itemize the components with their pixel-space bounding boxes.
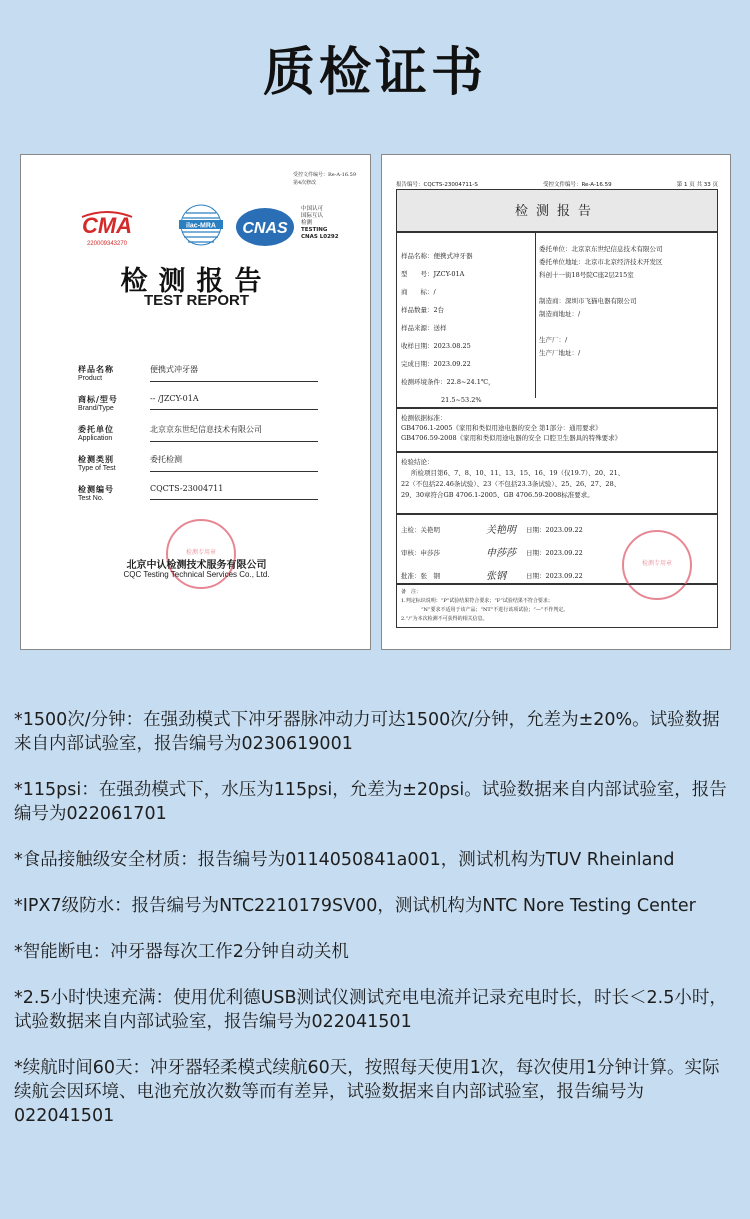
- cover-field-brand: 商标/型号 Brand/Type -- /JZCY-01A: [78, 394, 318, 412]
- svg-text:CMA: CMA: [81, 213, 133, 238]
- svg-text:ilac-MRA: ilac-MRA: [186, 222, 216, 230]
- cnas-logo-icon: [235, 207, 295, 247]
- cma-logo-icon: [78, 209, 136, 249]
- signature: 申莎莎: [486, 548, 516, 559]
- report-notes: 备 注： 1.判定标识说明：“P”试验结果符合要求；“F”试验结果不符合要求； “N”要求不适用于该产品；“NT”不进行该项试验；“—”不作判定。 2.“/”为本次检测不可获得的相关信息。: [396, 584, 718, 628]
- report-stamp: 检测专用章: [622, 530, 692, 600]
- cover-org-cn: 北京中认检测技术服务有限公司: [126, 560, 267, 571]
- cover-field-test-type: 检测类别 Type of Test 委托检测: [78, 454, 318, 472]
- report-cover-image: [20, 154, 371, 650]
- cover-field-application: 委托单位 Application 北京京东世纪信息技术有限公司: [78, 424, 318, 442]
- ilac-mra-logo-icon: [174, 203, 228, 253]
- report-header: 报告编号：CQCTS-23004711-S 受控文件编号：Re-A-16.59 第 1 页 共 33 页: [396, 182, 718, 188]
- svg-text:CNAS: CNAS: [242, 220, 288, 237]
- sign-row: 主检：关艳明 关艳明 日期：2023.09.22: [401, 519, 713, 542]
- cover-field-product: 样品名称 Product 便携式冲牙器: [78, 364, 318, 382]
- sample-info-left: 样品名称：便携式冲牙器 型 号：JZCY-01A 商 标：/ 样品数量：2台 样品来源：送样 收样日期：2023.08.25 完成日期：2023.09.22 检测环境条件：22.8~24.1℃， 21.5~53.2%: [401, 252, 495, 404]
- spec-note: *2.5小时快速充满：使用优利德USB测试仪测试充电电流并记录充电时长，时长＜2.5小时，试验数据来自内部试验室，报告编号为022041501: [14, 988, 727, 1032]
- spec-note: *智能断电：冲牙器每次工作2分钟自动关机: [14, 942, 349, 962]
- cnas-accreditation-text: 中国认可 国际互认 检测 TESTING CNAS L0292: [301, 206, 339, 240]
- cma-code: 220009343270: [86, 241, 128, 247]
- sign-row: 批准：张 钢 张钢 日期：2023.09.22: [401, 565, 713, 588]
- cover-title-en: TEST REPORT: [143, 292, 249, 309]
- sign-row: 审核：申莎莎 申莎莎 日期：2023.09.22: [401, 542, 713, 565]
- page-title: 质检证书: [262, 43, 487, 103]
- cover-stamp: 检测专用章: [166, 519, 236, 589]
- client-info-right: 委托单位：北京京东世纪信息技术有限公司 委托单位地址：北京市北京经济技术开发区 科创十一街18号院C座2层215室 制造商：深圳市飞猫电器有限公司 制造商地址：/ 生产厂：/ 生产厂地址：/: [535, 233, 717, 398]
- spec-note: *1500次/分钟：在强劲模式下冲牙器脉冲动力可达1500次/分钟，允差为±20%。试验数据来自内部试验室，报告编号为0230619001: [14, 710, 720, 754]
- signature: 张钢: [486, 571, 506, 582]
- report-title: 检测报告: [396, 189, 718, 232]
- spec-note: *115psi：在强劲模式下，水压为115psi，允差为±20psi。试验数据来自内部试验室，报告编号为022061701: [14, 780, 727, 824]
- report-conclusion: 检验结论： 所检项目第6、7、8、10、11、13、15、16、19（仅19.7）、20、21、 22（不包括22.46条试验）、23（不包括23.3条试验）、25、26、27、28、 29、30章符合GB 4706.1-2005、GB 4706.59-2008标准要求。: [396, 452, 718, 514]
- spec-note: *食品接触级安全材质：报告编号为0114050841a001，测试机构为TUV Rheinland: [14, 850, 675, 870]
- cover-org-en: CQC Testing Technical Services Co., Ltd.: [123, 570, 270, 579]
- report-page-image: [381, 154, 731, 650]
- cover-doc-number: 受控文件编号：Re-A-16.59 第4次修改: [292, 172, 356, 186]
- report-test-basis: 检测依据标准： GB4706.1-2005《家用和类似用途电器的安全 第1部分：通用要求》 GB4706.59-2008《家用和类似用途电器的安全 口腔卫生器具的特殊要求》: [396, 408, 718, 452]
- cover-title-cn: 检测报告: [120, 266, 273, 297]
- cover-field-test-no: 检测编号 Test No. CQCTS-23004711: [78, 484, 318, 502]
- spec-note: *IPX7级防水：报告编号为NTC2210179SV00，测试机构为NTC Nore Testing Center: [14, 896, 696, 916]
- report-sample-info: [396, 232, 718, 408]
- spec-note: *续航时间60天：冲牙器轻柔模式续航60天，按照每天使用1次，每次使用1分钟计算。实际续航会因环境、电池充放次数等而有差异，试验数据来自内部试验室，报告编号为022041501: [14, 1058, 720, 1126]
- spec-notes-list: [14, 708, 736, 1150]
- signature: 关艳明: [486, 525, 516, 536]
